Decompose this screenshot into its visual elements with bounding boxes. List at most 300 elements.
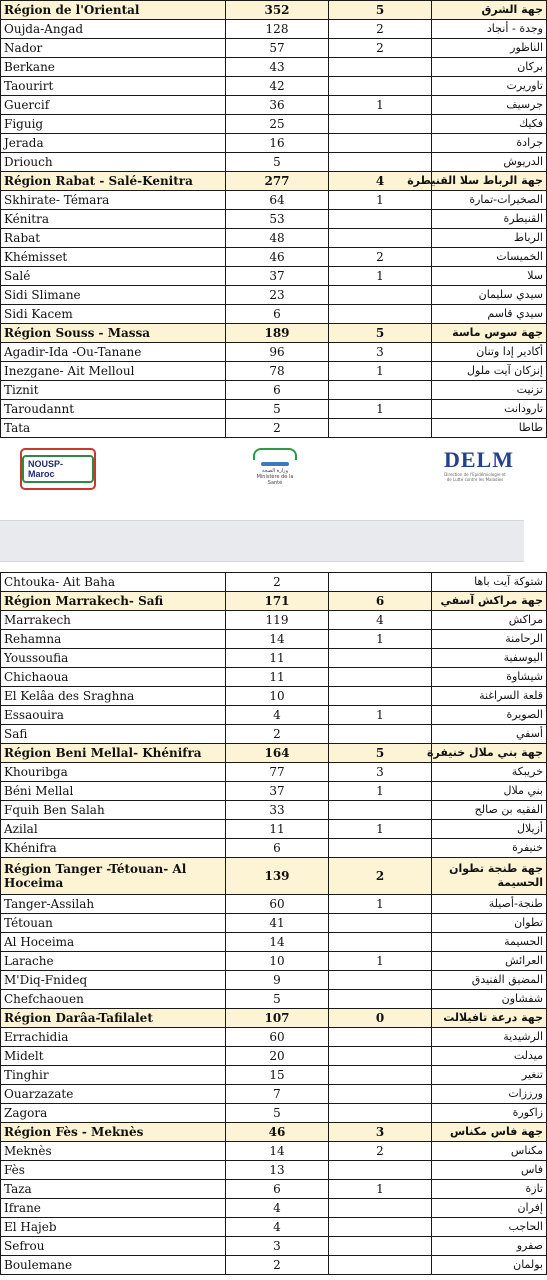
new-cases-cell [329,1218,432,1237]
new-cases-cell [329,1256,432,1275]
province-row [1,286,547,305]
total-cases-cell: 60 [226,1028,329,1047]
total-cases-cell: 164 [226,744,329,763]
name-fr-cell: Chefchaouen [1,990,226,1009]
new-cases-cell: 3 [329,343,432,362]
new-cases-cell: 4 [329,611,432,630]
name-ar-cell: الرشيدية [432,1028,547,1047]
province-row [1,229,547,248]
name-fr-cell: Driouch [1,153,226,172]
region-row [1,172,547,191]
total-cases-cell: 10 [226,952,329,971]
new-cases-cell [329,58,432,77]
total-cases-cell: 171 [226,592,329,611]
new-cases-cell: 2 [329,248,432,267]
name-fr-cell: Khénifra [1,839,226,858]
cases-table-part-1 [0,0,547,438]
name-ar-cell: بركان [432,58,547,77]
total-cases-cell: 352 [226,1,329,20]
name-ar-cell: جرسيف [432,96,547,115]
name-ar-cell: جهة الشرق [432,1,547,20]
name-fr-cell: Midelt [1,1047,226,1066]
name-fr-cell: Agadir-Ida -Ou-Tanane [1,343,226,362]
province-row [1,611,547,630]
province-row [1,971,547,990]
new-cases-cell [329,1199,432,1218]
total-cases-cell: 4 [226,1199,329,1218]
province-row [1,895,547,914]
total-cases-cell: 15 [226,1066,329,1085]
new-cases-cell [329,115,432,134]
total-cases-cell: 37 [226,267,329,286]
province-row [1,115,547,134]
name-ar-cell: ورززات [432,1085,547,1104]
new-cases-cell [329,1161,432,1180]
name-ar-cell: أزيلال [432,820,547,839]
province-row [1,248,547,267]
total-cases-cell: 119 [226,611,329,630]
new-cases-cell [329,286,432,305]
new-cases-cell [329,1237,432,1256]
province-row [1,58,547,77]
new-cases-cell [329,839,432,858]
new-cases-cell: 3 [329,763,432,782]
province-row [1,96,547,115]
name-fr-cell: Région Darâa-Tafilalet [1,1009,226,1028]
province-row [1,914,547,933]
total-cases-cell: 9 [226,971,329,990]
region-row [1,1009,547,1028]
name-fr-cell: Tiznit [1,381,226,400]
name-ar-cell: وجدة - أنجاد [432,20,547,39]
total-cases-cell: 64 [226,191,329,210]
province-row [1,952,547,971]
new-cases-cell: 1 [329,267,432,286]
name-fr-cell: Errachidia [1,1028,226,1047]
name-ar-cell: الناظور [432,39,547,58]
name-fr-cell: Tétouan [1,914,226,933]
province-row [1,39,547,58]
new-cases-cell [329,971,432,990]
new-cases-cell [329,229,432,248]
new-cases-cell [329,381,432,400]
name-fr-cell: Boulemane [1,1256,226,1275]
region-row [1,1,547,20]
name-fr-cell: Khouribga [1,763,226,782]
total-cases-cell: 6 [226,305,329,324]
total-cases-cell: 5 [226,400,329,419]
name-fr-cell: Zagora [1,1104,226,1123]
province-row [1,210,547,229]
name-fr-cell: Oujda-Angad [1,20,226,39]
total-cases-cell: 4 [226,706,329,725]
name-ar-cell: تزنيت [432,381,547,400]
total-cases-cell: 14 [226,933,329,952]
new-cases-cell: 1 [329,96,432,115]
new-cases-cell: 1 [329,782,432,801]
new-cases-cell: 2 [329,1142,432,1161]
name-ar-cell: ميدلت [432,1047,547,1066]
new-cases-cell [329,1028,432,1047]
name-fr-cell: Rehamna [1,630,226,649]
province-row [1,400,547,419]
province-row [1,267,547,286]
total-cases-cell: 5 [226,990,329,1009]
name-ar-cell: الصخيرات-تمارة [432,191,547,210]
name-ar-cell: تنغير [432,1066,547,1085]
delm-logo: DELM Direction de l'Epidémiologie et de Lutte contre les Maladies [444,447,514,482]
new-cases-cell: 1 [329,1180,432,1199]
province-row [1,839,547,858]
name-ar-cell: شفشاون [432,990,547,1009]
region-row [1,858,547,895]
total-cases-cell: 43 [226,58,329,77]
name-ar-cell: القنيطرة [432,210,547,229]
province-row [1,1161,547,1180]
name-ar-cell: شتوكة آيت باها [432,573,547,592]
new-cases-cell [329,687,432,706]
new-cases-cell [329,801,432,820]
new-cases-cell: 1 [329,630,432,649]
cases-table-part-2 [0,572,547,1275]
name-fr-cell: Berkane [1,58,226,77]
name-fr-cell: Skhirate- Témara [1,191,226,210]
total-cases-cell: 57 [226,39,329,58]
name-fr-cell: Tata [1,419,226,438]
new-cases-cell: 2 [329,39,432,58]
new-cases-cell: 5 [329,744,432,763]
name-fr-cell: Fquih Ben Salah [1,801,226,820]
name-fr-cell: Ouarzazate [1,1085,226,1104]
total-cases-cell: 46 [226,248,329,267]
document-page-2 [0,562,543,1280]
total-cases-cell: 33 [226,801,329,820]
total-cases-cell: 5 [226,153,329,172]
name-fr-cell: Chtouka- Ait Baha [1,573,226,592]
name-ar-cell: تاوريرت [432,77,547,96]
ministry-emblem-icon [253,448,297,460]
new-cases-cell: 4 [329,172,432,191]
name-ar-cell: العرائش [432,952,547,971]
province-row [1,1218,547,1237]
nousp-logo: NOUSP-Maroc [20,448,96,490]
total-cases-cell: 189 [226,324,329,343]
new-cases-cell [329,1085,432,1104]
province-row [1,1237,547,1256]
name-ar-cell: سلا [432,267,547,286]
name-fr-cell: Tanger-Assilah [1,895,226,914]
name-ar-cell: الدريوش [432,153,547,172]
name-ar-cell: جهة مراكش آسفي [432,592,547,611]
name-ar-cell: سيدي سليمان [432,286,547,305]
name-ar-cell: تارودانت [432,400,547,419]
province-row [1,820,547,839]
total-cases-cell: 11 [226,820,329,839]
province-row [1,1256,547,1275]
name-ar-cell: الرحامنة [432,630,547,649]
name-fr-cell: Essaouira [1,706,226,725]
name-fr-cell: M'Diq-Fnideq [1,971,226,990]
new-cases-cell [329,668,432,687]
province-row [1,1142,547,1161]
new-cases-cell [329,419,432,438]
new-cases-cell: 1 [329,820,432,839]
new-cases-cell [329,649,432,668]
total-cases-cell: 4 [226,1218,329,1237]
total-cases-cell: 23 [226,286,329,305]
name-fr-cell: Chichaoua [1,668,226,687]
total-cases-cell: 6 [226,381,329,400]
total-cases-cell: 60 [226,895,329,914]
total-cases-cell: 37 [226,782,329,801]
name-fr-cell: Safi [1,725,226,744]
name-ar-cell: بني ملال [432,782,547,801]
new-cases-cell: 1 [329,362,432,381]
new-cases-cell: 1 [329,895,432,914]
name-ar-cell: أسفي [432,725,547,744]
new-cases-cell [329,134,432,153]
new-cases-cell [329,573,432,592]
new-cases-cell: 1 [329,400,432,419]
new-cases-cell [329,1047,432,1066]
region-row [1,1123,547,1142]
province-row [1,20,547,39]
province-row [1,668,547,687]
new-cases-cell [329,725,432,744]
total-cases-cell: 36 [226,96,329,115]
total-cases-cell: 2 [226,1256,329,1275]
province-row [1,649,547,668]
name-fr-cell: Figuig [1,115,226,134]
name-ar-cell: سيدي قاسم [432,305,547,324]
province-row [1,706,547,725]
total-cases-cell: 5 [226,1104,329,1123]
province-row [1,763,547,782]
name-ar-cell: اليوسفية [432,649,547,668]
province-row [1,1047,547,1066]
name-ar-cell: جرادة [432,134,547,153]
new-cases-cell: 5 [329,324,432,343]
new-cases-cell [329,153,432,172]
name-ar-cell: جهة فاس مكناس [432,1123,547,1142]
name-ar-cell: جهة الرباط سلا القنيطرة [432,172,547,191]
province-row [1,630,547,649]
name-ar-cell: طنجة-أصيلة [432,895,547,914]
province-row [1,1180,547,1199]
total-cases-cell: 41 [226,914,329,933]
total-cases-cell: 46 [226,1123,329,1142]
name-fr-cell: Région Rabat - Salé-Kenitra [1,172,226,191]
name-fr-cell: Sidi Slimane [1,286,226,305]
name-fr-cell: Région de l'Oriental [1,1,226,20]
name-ar-cell: المضيق الفنيدق [432,971,547,990]
name-fr-cell: Taroudannt [1,400,226,419]
total-cases-cell: 78 [226,362,329,381]
province-row [1,305,547,324]
total-cases-cell: 14 [226,630,329,649]
province-row [1,343,547,362]
region-row [1,324,547,343]
total-cases-cell: 6 [226,839,329,858]
total-cases-cell: 96 [226,343,329,362]
province-row [1,1066,547,1085]
total-cases-cell: 2 [226,573,329,592]
province-row [1,990,547,1009]
name-ar-cell: الحسيمة [432,933,547,952]
name-fr-cell: Larache [1,952,226,971]
new-cases-cell [329,305,432,324]
total-cases-cell: 10 [226,687,329,706]
document-page-1 [0,0,543,520]
name-ar-cell: طاطا [432,419,547,438]
name-ar-cell: الرباط [432,229,547,248]
province-row [1,573,547,592]
province-row [1,153,547,172]
name-fr-cell: Rabat [1,229,226,248]
new-cases-cell: 3 [329,1123,432,1142]
total-cases-cell: 11 [226,668,329,687]
name-ar-cell: خريبكة [432,763,547,782]
name-ar-cell: فكيك [432,115,547,134]
name-fr-cell: Région Souss - Massa [1,324,226,343]
name-fr-cell: Kénitra [1,210,226,229]
name-ar-cell: الحاجب [432,1218,547,1237]
total-cases-cell: 6 [226,1180,329,1199]
total-cases-cell: 107 [226,1009,329,1028]
name-fr-cell: Taourirt [1,77,226,96]
province-row [1,77,547,96]
new-cases-cell: 6 [329,592,432,611]
name-ar-cell: فاس [432,1161,547,1180]
name-fr-cell: Région Tanger -Tétouan- Al Hoceima [1,858,226,895]
new-cases-cell: 1 [329,191,432,210]
name-ar-cell: خنيفرة [432,839,547,858]
name-fr-cell: Guercif [1,96,226,115]
name-ar-cell: مراكش [432,611,547,630]
ministry-name-ar: وزارة الصحة [262,468,288,474]
name-fr-cell: Azilal [1,820,226,839]
total-cases-cell: 48 [226,229,329,248]
name-fr-cell: Youssoufia [1,649,226,668]
logo-strip [0,438,524,510]
total-cases-cell: 25 [226,115,329,134]
name-ar-cell: شيشاوة [432,668,547,687]
new-cases-cell: 1 [329,706,432,725]
name-fr-cell: Nador [1,39,226,58]
new-cases-cell: 5 [329,1,432,20]
name-ar-cell: الصويرة [432,706,547,725]
new-cases-cell: 2 [329,20,432,39]
name-fr-cell: Salé [1,267,226,286]
name-fr-cell: Ifrane [1,1199,226,1218]
total-cases-cell: 139 [226,858,329,895]
name-fr-cell: Inezgane- Ait Melloul [1,362,226,381]
province-row [1,1104,547,1123]
new-cases-cell [329,933,432,952]
total-cases-cell: 13 [226,1161,329,1180]
new-cases-cell [329,1066,432,1085]
province-row [1,134,547,153]
total-cases-cell: 2 [226,725,329,744]
province-row [1,782,547,801]
province-row [1,362,547,381]
total-cases-cell: 3 [226,1237,329,1256]
total-cases-cell: 277 [226,172,329,191]
new-cases-cell [329,990,432,1009]
new-cases-cell: 2 [329,858,432,895]
ministry-name-fr: Ministère de la Santé [256,474,294,486]
name-ar-cell: إفران [432,1199,547,1218]
name-ar-cell: الفقيه بن صالح [432,801,547,820]
new-cases-cell [329,914,432,933]
new-cases-cell [329,77,432,96]
total-cases-cell: 16 [226,134,329,153]
province-row [1,725,547,744]
province-row [1,191,547,210]
name-ar-cell: جهة سوس ماسة [432,324,547,343]
name-fr-cell: Taza [1,1180,226,1199]
name-ar-cell: إنزكان آيت ملول [432,362,547,381]
province-row [1,419,547,438]
name-fr-cell: Khémisset [1,248,226,267]
name-fr-cell: Sidi Kacem [1,305,226,324]
total-cases-cell: 77 [226,763,329,782]
name-fr-cell: Région Marrakech- Safi [1,592,226,611]
name-fr-cell: Al Hoceima [1,933,226,952]
province-row [1,1028,547,1047]
province-row [1,1085,547,1104]
name-fr-cell: Marrakech [1,611,226,630]
name-ar-cell: تطوان [432,914,547,933]
total-cases-cell: 14 [226,1142,329,1161]
name-ar-cell: جهة درعة تافيلالت [432,1009,547,1028]
page-separator [0,520,524,562]
name-ar-cell: جهة بني ملال خنيفرة [432,744,547,763]
name-ar-cell: زاكورة [432,1104,547,1123]
name-ar-cell: قلعة السراغنة [432,687,547,706]
province-row [1,933,547,952]
name-fr-cell: Meknès [1,1142,226,1161]
new-cases-cell: 1 [329,952,432,971]
name-fr-cell: Jerada [1,134,226,153]
new-cases-cell: 0 [329,1009,432,1028]
total-cases-cell: 7 [226,1085,329,1104]
name-ar-cell: أكادير إدا وتنان [432,343,547,362]
total-cases-cell: 42 [226,77,329,96]
name-ar-cell: مكناس [432,1142,547,1161]
new-cases-cell [329,210,432,229]
name-ar-cell: تازة [432,1180,547,1199]
name-ar-cell: جهة طنجة تطوان الحسيمة [432,858,547,895]
new-cases-cell [329,1104,432,1123]
name-ar-cell: الخميسات [432,248,547,267]
province-row [1,1199,547,1218]
name-fr-cell: Sefrou [1,1237,226,1256]
name-ar-cell: بولمان [432,1256,547,1275]
province-row [1,381,547,400]
total-cases-cell: 11 [226,649,329,668]
region-row [1,744,547,763]
name-fr-cell: El Kelâa des Sraghna [1,687,226,706]
province-row [1,687,547,706]
name-fr-cell: Béni Mellal [1,782,226,801]
name-fr-cell: El Hajeb [1,1218,226,1237]
province-row [1,801,547,820]
total-cases-cell: 2 [226,419,329,438]
total-cases-cell: 20 [226,1047,329,1066]
name-fr-cell: Région Fès - Meknès [1,1123,226,1142]
region-row [1,592,547,611]
